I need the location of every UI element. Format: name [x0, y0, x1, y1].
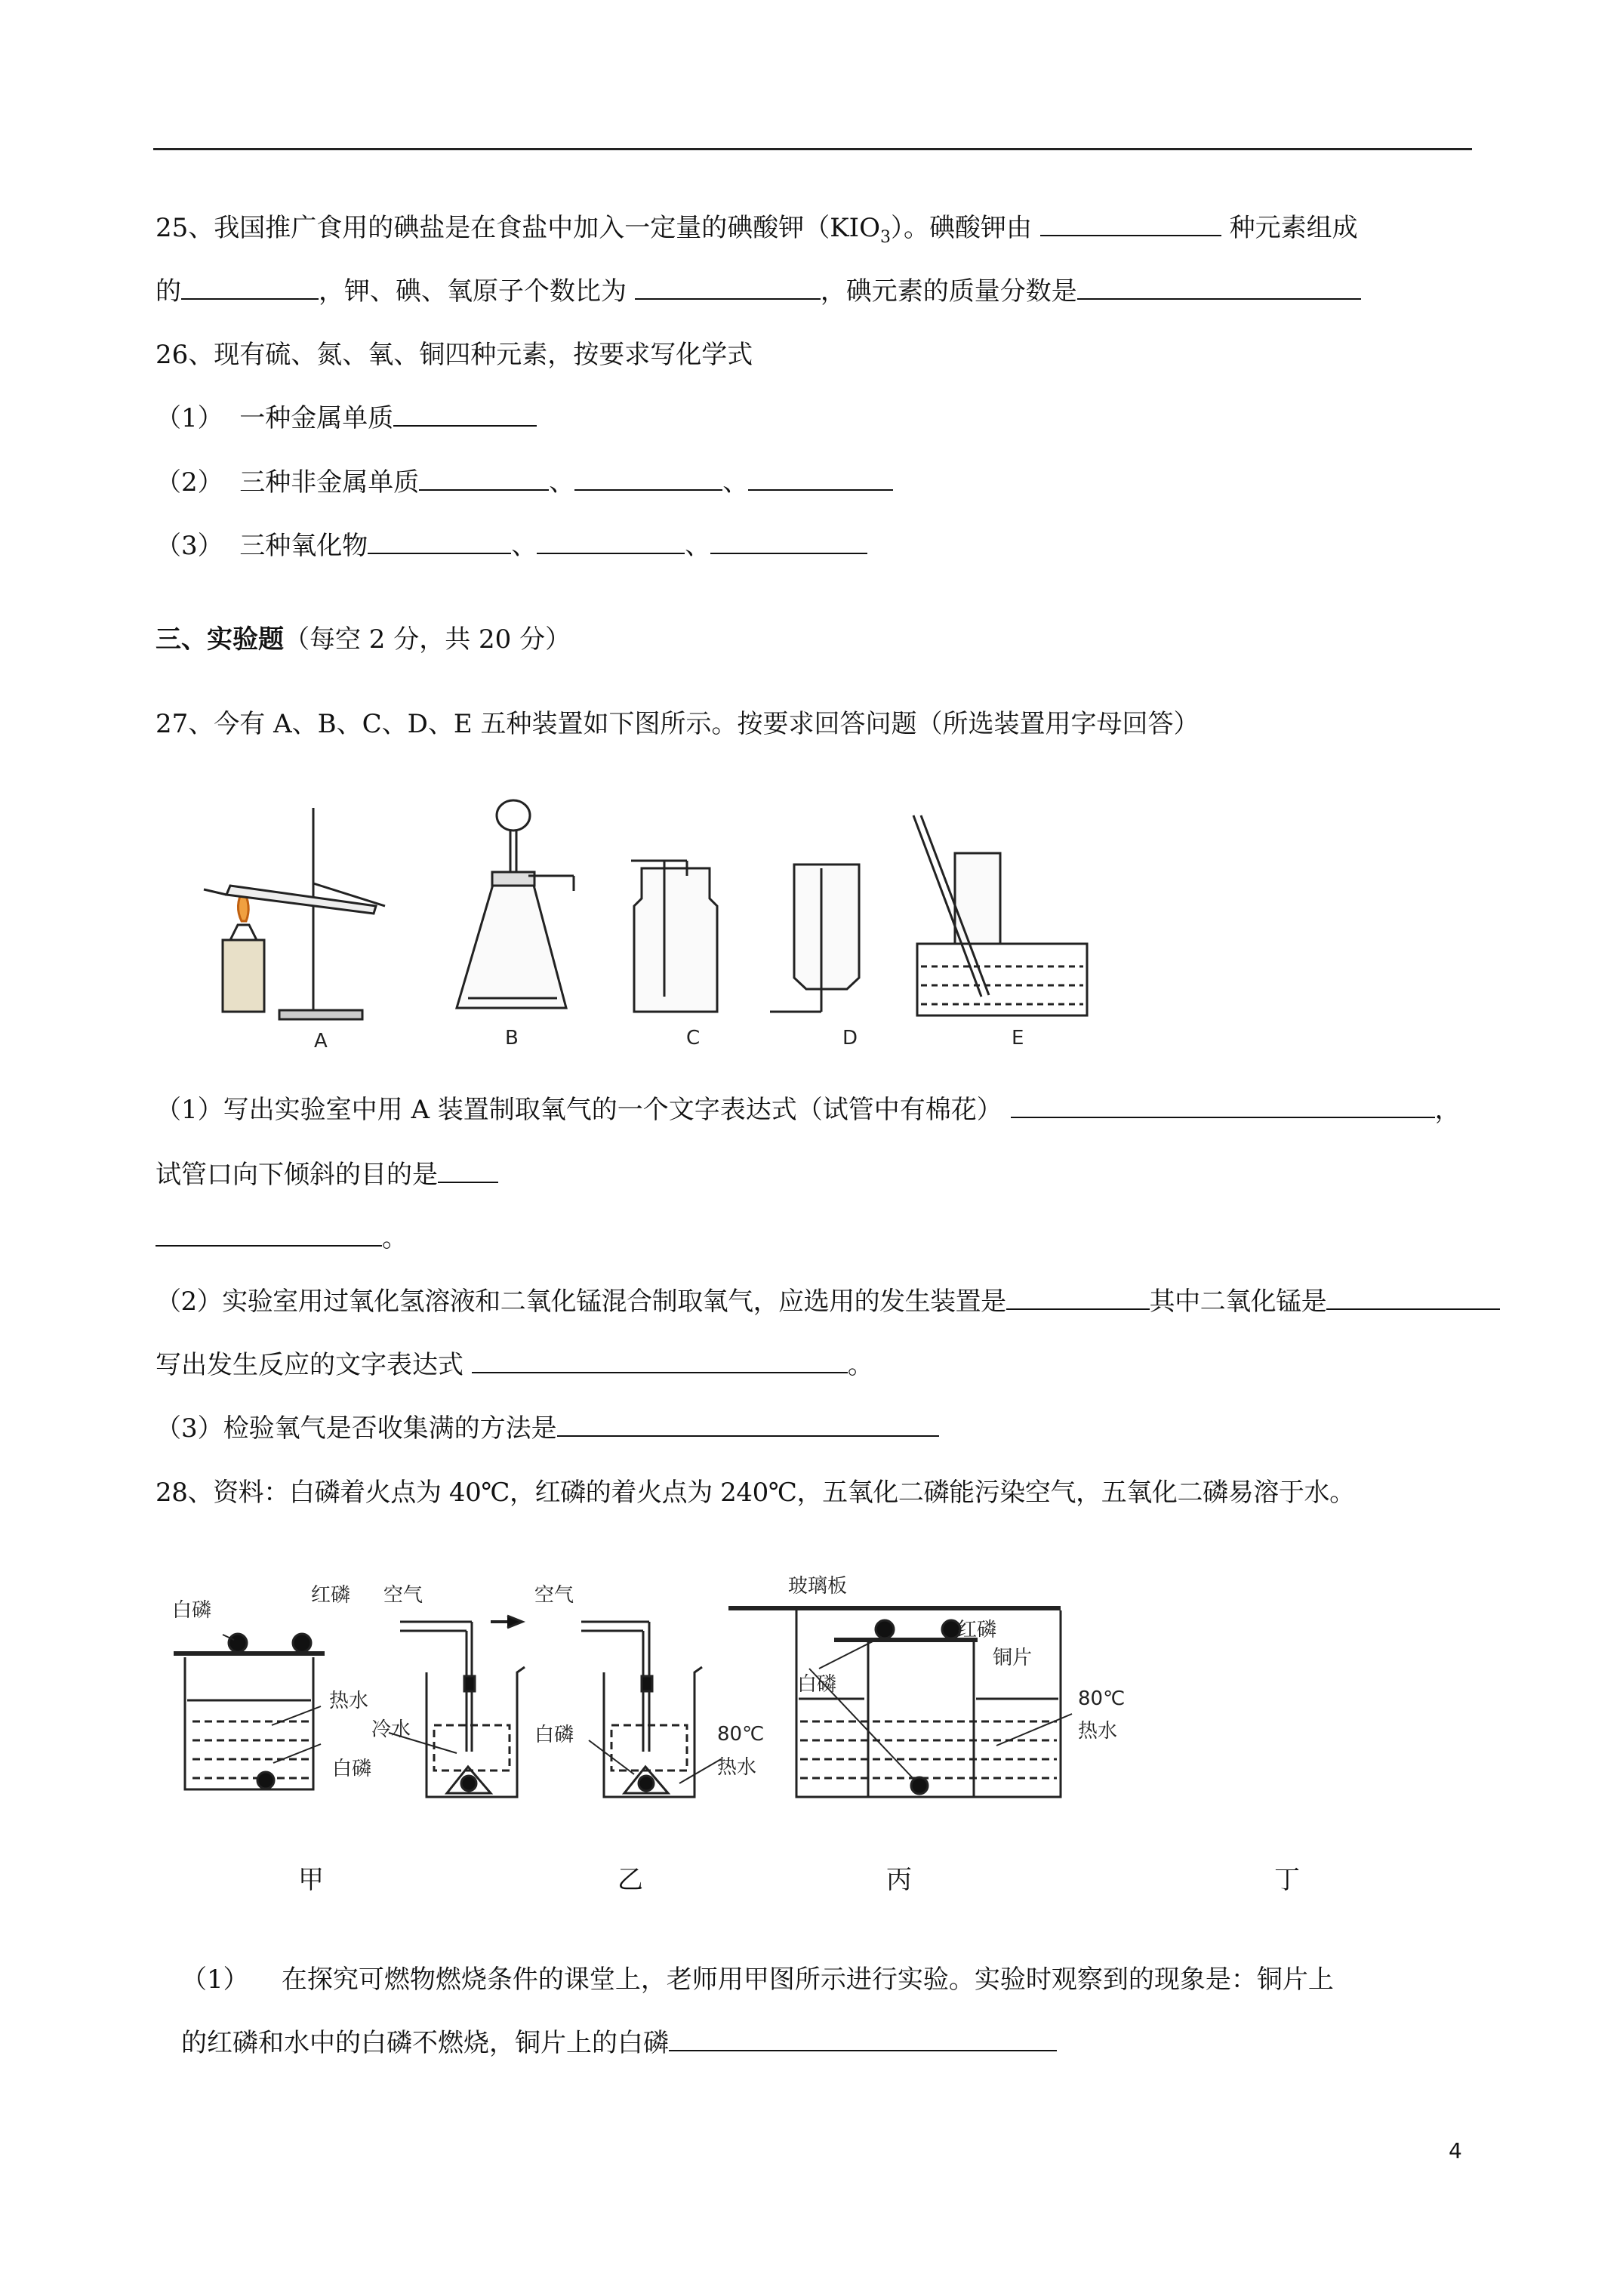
q25-text: 25、我国推广食用的碘盐是在食盐中加入一定量的碘酸钾（KIO	[156, 213, 880, 243]
setup-jia	[174, 1634, 325, 1789]
apparatus-d	[770, 864, 859, 1012]
q25-text: ，钾、碘、氧原子个数比为	[319, 276, 627, 307]
answer-blank[interactable]	[537, 530, 685, 554]
q27-part1-cont	[156, 1158, 498, 1191]
separator: 、	[685, 531, 711, 561]
answer-blank[interactable]	[472, 1349, 848, 1373]
caption-yi: 乙	[617, 1865, 643, 1895]
q25-line2	[156, 275, 1361, 308]
label-glass-plate: 玻璃板	[788, 1575, 848, 1598]
answer-blank[interactable]	[557, 1413, 939, 1437]
caption-bing: 丙	[886, 1865, 912, 1895]
label-hot-water-1: 热水	[329, 1690, 369, 1712]
label-80c-2: 80℃	[1078, 1687, 1126, 1710]
separator: 、	[549, 467, 575, 498]
header-rule	[153, 148, 1472, 150]
answer-blank[interactable]	[393, 402, 537, 427]
label-air-2: 空气	[534, 1584, 574, 1607]
combustion-figure	[159, 1586, 1178, 1812]
part-text: （2）实验室用过氧化氢溶液和二氧化锰混合制取氧气，应选用的发生装置是	[156, 1287, 1006, 1317]
q27-part2	[156, 1285, 1500, 1318]
punct: 。	[847, 1350, 873, 1380]
setup-bing	[491, 1616, 721, 1797]
part-text: 在探究可燃物燃烧条件的课堂上，老师用甲图所示进行实验。实验时观察到的现象是：铜片上	[281, 1965, 1334, 1995]
q26-stem: 26、现有硫、氮、氧、铜四种元素，按要求写化学式	[156, 340, 753, 370]
punct: 。	[382, 1223, 408, 1253]
answer-blank[interactable]	[1326, 1286, 1500, 1310]
section-heading: 三、实验题	[156, 624, 284, 655]
separator: 、	[722, 467, 749, 498]
answer-blank[interactable]	[1006, 1286, 1150, 1310]
answer-blank[interactable]	[710, 530, 867, 554]
part-number: （3）	[156, 531, 223, 561]
part-text: 三种氧化物	[239, 531, 368, 561]
answer-blank[interactable]	[748, 467, 893, 491]
q25-text: 的	[156, 276, 181, 307]
apparatus-e	[913, 815, 1087, 1015]
apparatus-c	[631, 861, 717, 1012]
setup-yi	[389, 1622, 525, 1797]
answer-blank[interactable]	[438, 1159, 498, 1183]
label-white-phosphorus-ding: 白磷	[797, 1673, 837, 1696]
label-red-phosphorus: 红磷	[311, 1584, 351, 1607]
q28-part1-cont	[181, 2026, 1057, 2060]
label-red-phosphorus-ding: 红磷	[957, 1619, 997, 1641]
answer-blank[interactable]	[669, 2027, 1057, 2051]
q27-part1	[156, 1093, 1461, 1126]
apparatus-label-c: C	[686, 1027, 701, 1049]
q27-part1-end	[156, 1222, 408, 1255]
label-air-1: 空气	[383, 1584, 423, 1607]
answer-blank[interactable]	[156, 1222, 382, 1247]
answer-blank[interactable]	[574, 467, 722, 491]
label-hot-water-3: 热水	[1078, 1720, 1118, 1743]
answer-blank[interactable]	[635, 276, 821, 300]
punct: ，	[1434, 1095, 1461, 1125]
part-number: （1）	[181, 1965, 249, 1995]
apparatus-label-a: A	[314, 1030, 328, 1052]
label-cold-water: 冷水	[371, 1718, 411, 1741]
section-title	[156, 623, 571, 656]
apparatus-a	[204, 808, 385, 1019]
q26-part2	[156, 466, 893, 499]
separator: 、	[511, 531, 537, 561]
answer-blank[interactable]	[181, 276, 319, 300]
label-hot-water-2: 热水	[717, 1756, 757, 1779]
caption-ding: 丁	[1274, 1865, 1300, 1895]
label-white-phosphorus-yi: 白磷	[534, 1724, 574, 1746]
label-white-phosphorus: 白磷	[172, 1599, 212, 1622]
answer-blank[interactable]	[1077, 276, 1361, 300]
q27-part2-cont	[156, 1348, 873, 1382]
part-text: 一种金属单质	[239, 403, 394, 433]
q25-text: ）。碘酸钾由	[890, 213, 1032, 243]
answer-blank[interactable]	[368, 530, 511, 554]
part-text: （3）检验氧气是否收集满的方法是	[156, 1413, 557, 1444]
apparatus-figure	[196, 793, 1102, 1065]
part-text: 其中二氧化锰是	[1149, 1287, 1327, 1317]
part-number: （2）	[156, 467, 223, 498]
q26-part1	[156, 402, 537, 435]
q25-line1	[156, 211, 1358, 254]
q25-text: 种元素组成	[1229, 213, 1358, 243]
q28-stem: 28、资料：白磷着火点为 40℃，红磷的着火点为 240℃，五氧化二磷能污染空气，五氧化二磷易溶于水。	[156, 1478, 1355, 1508]
answer-blank[interactable]	[1040, 212, 1221, 236]
section-note: （每空 2 分，共 20 分）	[284, 624, 571, 655]
label-80c-1: 80℃	[717, 1723, 765, 1746]
subscript: 3	[879, 227, 891, 247]
apparatus-label-d: D	[842, 1027, 858, 1049]
q27-part3	[156, 1412, 939, 1445]
apparatus-b	[457, 800, 574, 1008]
page-number: 4	[1449, 2138, 1462, 2163]
part-text: 试管口向下倾斜的目的是	[156, 1160, 438, 1190]
q25-text: ，碘元素的质量分数是	[820, 276, 1077, 307]
part-text: 写出发生反应的文字表达式	[156, 1350, 463, 1380]
part-text: 的红磷和水中的白磷不燃烧，铜片上的白磷	[181, 2028, 669, 2058]
part-number: （1）	[156, 403, 223, 433]
answer-blank[interactable]	[419, 467, 549, 491]
q26-part3	[156, 529, 867, 562]
caption-jia: 甲	[298, 1865, 324, 1895]
q27-stem: 27、今有 A、B、C、D、E 五种装置如下图所示。按要求回答问题（所选装置用字母回答）	[156, 709, 1200, 739]
answer-blank[interactable]	[1011, 1094, 1435, 1118]
apparatus-label-b: B	[505, 1027, 519, 1049]
part-text: 三种非金属单质	[239, 467, 420, 498]
apparatus-label-e: E	[1012, 1027, 1024, 1049]
label-white-phosphorus-water: 白磷	[332, 1758, 372, 1780]
part-text: （1）写出实验室中用 A 装置制取氧气的一个文字表达式（试管中有棉花）	[156, 1095, 1002, 1125]
setup-ding	[728, 1608, 1072, 1797]
q28-part1	[181, 1963, 1334, 1996]
label-copper-plate: 铜片	[993, 1647, 1033, 1669]
